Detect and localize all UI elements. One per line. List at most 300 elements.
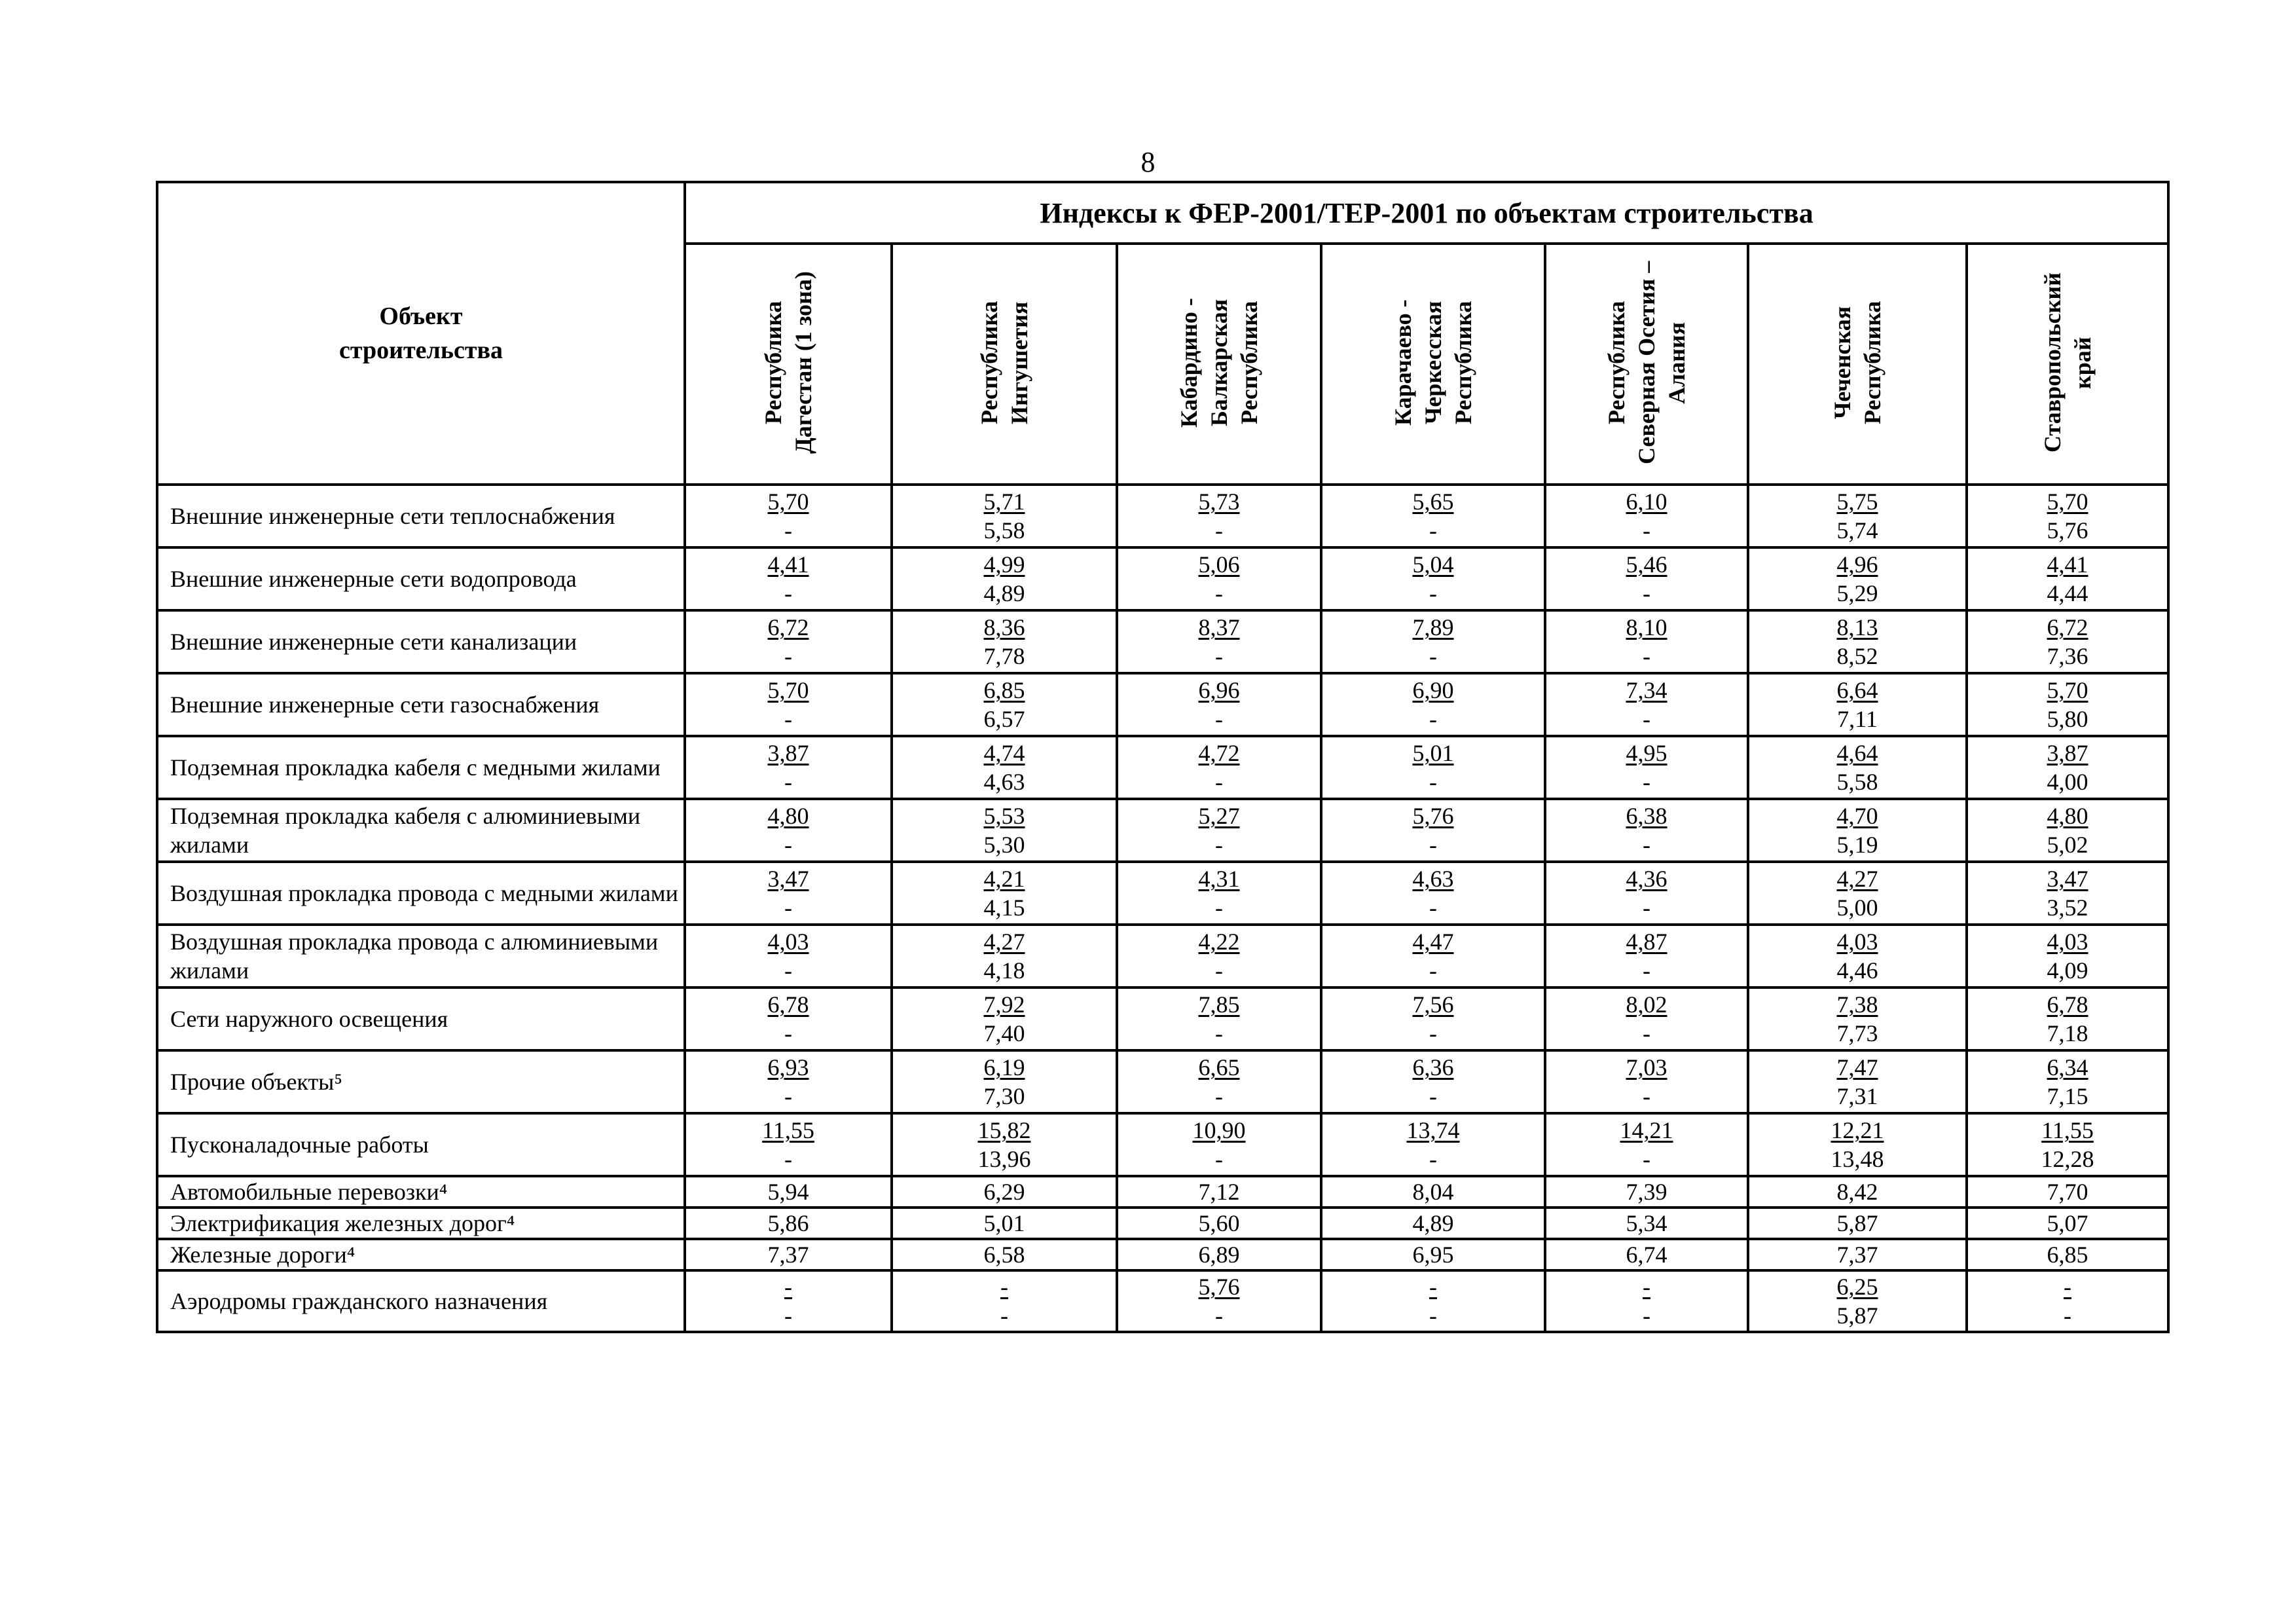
object-name-cell: Внешние инженерные сети газоснабжения [157, 673, 685, 736]
index-value-top: 6,78 [767, 991, 809, 1018]
object-name-cell: Автомобильные перевозки⁴ [157, 1176, 685, 1208]
index-cell [1321, 1050, 1545, 1113]
index-value-bottom: - [1429, 580, 1437, 606]
index-value-top: 7,85 [1198, 991, 1240, 1018]
table-row [157, 1050, 2168, 1113]
table-row [157, 673, 2168, 736]
index-value-bottom: 4,18 [983, 957, 1025, 984]
index-value-top: 3,47 [2047, 866, 2088, 892]
index-value-bottom: 7,31 [1836, 1083, 1878, 1109]
index-cell: 5,94 [685, 1176, 892, 1208]
index-value-top: 7,38 [1836, 991, 1878, 1018]
index-cell [1321, 485, 1545, 547]
index-value-bottom: - [1215, 832, 1223, 858]
table-row [157, 547, 2168, 610]
index-value-bottom: - [1643, 517, 1650, 544]
index-value-bottom: - [1215, 1146, 1223, 1172]
index-cell [1967, 736, 2168, 799]
index-cell [1117, 610, 1321, 673]
index-value-bottom: - [784, 1302, 792, 1329]
index-value-bottom: 4,15 [983, 895, 1025, 921]
index-value-top: 6,34 [2047, 1054, 2088, 1080]
index-value-top: 8,13 [1836, 614, 1878, 640]
index-value-bottom: 7,40 [983, 1020, 1025, 1046]
object-name-cell: Внешние инженерные сети канализации [157, 610, 685, 673]
index-value-bottom: - [1643, 1146, 1650, 1172]
index-cell: 7,39 [1545, 1176, 1748, 1208]
index-value-bottom: - [1000, 1302, 1008, 1329]
index-value-bottom: 5,00 [1836, 895, 1878, 921]
index-cell: 5,07 [1967, 1208, 2168, 1239]
index-value-top: 4,41 [2047, 551, 2088, 578]
index-cell: 7,70 [1967, 1176, 2168, 1208]
index-cell [1967, 987, 2168, 1050]
index-cell [685, 987, 892, 1050]
index-value-top: 6,72 [767, 614, 809, 640]
index-cell [685, 736, 892, 799]
index-value-bottom: 5,58 [1836, 769, 1878, 795]
index-cell [1321, 547, 1545, 610]
index-cell [1967, 547, 2168, 610]
index-value-top: 6,19 [983, 1054, 1025, 1080]
region-header-kabardino-balkaria [1117, 244, 1321, 485]
index-value-bottom: - [784, 1083, 792, 1109]
index-cell [1545, 485, 1748, 547]
index-value-top: 6,65 [1198, 1054, 1240, 1080]
index-cell [1545, 547, 1748, 610]
index-value-bottom: 5,80 [2047, 706, 2088, 732]
object-name-cell: Воздушная прокладка провода с алюминиевыми жилами [157, 925, 685, 987]
region-label: Республика Северная Осетия – Алания [1603, 261, 1690, 464]
index-cell [1545, 1270, 1748, 1332]
index-value-bottom: - [1215, 706, 1223, 732]
index-cell [1321, 673, 1545, 736]
index-cell [892, 673, 1117, 736]
index-value-bottom: 6,57 [983, 706, 1025, 732]
table-row [157, 862, 2168, 925]
index-value-top: 15,82 [977, 1117, 1031, 1143]
region-header-karachay-cherkessia [1321, 244, 1545, 485]
region-header-ingushetia [892, 244, 1117, 485]
index-value-bottom: - [1643, 769, 1650, 795]
index-value-top: 5,53 [983, 803, 1025, 829]
index-value-bottom: - [784, 706, 792, 732]
index-value-bottom: - [1643, 1083, 1650, 1109]
index-cell: 8,42 [1748, 1176, 1967, 1208]
index-value-top: 5,70 [2047, 489, 2088, 515]
index-value-top: 5,65 [1412, 489, 1454, 515]
table-title: Индексы к ФЕР-2001/ТЕР-2001 по объектам строительства [685, 182, 2168, 244]
index-cell [1117, 799, 1321, 862]
index-value-bottom: - [784, 580, 792, 606]
index-cell [1967, 1270, 2168, 1332]
index-cell [685, 1270, 892, 1332]
index-cell [1748, 547, 1967, 610]
table-row [157, 1113, 2168, 1176]
index-value-top: 6,25 [1836, 1274, 1878, 1300]
object-name-cell: Сети наружного освещения [157, 987, 685, 1050]
index-cell [685, 862, 892, 925]
region-header-stavropol [1967, 244, 2168, 485]
index-cell [1748, 1113, 1967, 1176]
index-value-top: 4,22 [1198, 929, 1240, 955]
index-value-top: 7,92 [983, 991, 1025, 1018]
index-cell [892, 1270, 1117, 1332]
index-value-bottom: 7,73 [1836, 1020, 1878, 1046]
index-value-bottom: 7,36 [2047, 643, 2088, 669]
index-value-top: 4,31 [1198, 866, 1240, 892]
region-label: Ставропольский край [2039, 272, 2096, 452]
index-cell [892, 987, 1117, 1050]
index-value-bottom: - [784, 643, 792, 669]
index-value-bottom: 5,30 [983, 832, 1025, 858]
index-cell [1967, 1113, 2168, 1176]
index-cell [1748, 862, 1967, 925]
index-cell [1748, 799, 1967, 862]
index-value-top: 7,34 [1626, 677, 1667, 703]
table-row [157, 736, 2168, 799]
index-cell [1545, 1113, 1748, 1176]
index-value-top: 8,10 [1626, 614, 1667, 640]
index-value-top: 4,74 [983, 740, 1025, 766]
index-value-bottom: - [784, 957, 792, 984]
index-value-bottom: 5,29 [1836, 580, 1878, 606]
index-value-top: 10,90 [1192, 1117, 1246, 1143]
region-label: Кабардино - Балкарская Республика [1176, 297, 1262, 428]
index-cell [1117, 485, 1321, 547]
index-value-bottom: - [1643, 580, 1650, 606]
index-value-bottom: 4,63 [983, 769, 1025, 795]
table-row [157, 485, 2168, 547]
object-column-label: Объект строительства [338, 303, 503, 364]
index-value-top: 4,27 [1836, 866, 1878, 892]
index-value-top: 3,87 [2047, 740, 2088, 766]
index-value-bottom: - [1215, 1302, 1223, 1329]
index-cell: 5,34 [1545, 1208, 1748, 1239]
object-name-cell: Железные дороги⁴ [157, 1239, 685, 1270]
index-value-bottom: - [1429, 895, 1437, 921]
index-value-top: - [1643, 1274, 1650, 1300]
table-row [157, 1176, 2168, 1208]
region-header-north-ossetia [1545, 244, 1748, 485]
object-name-cell: Прочие объекты⁵ [157, 1050, 685, 1113]
table-row [157, 799, 2168, 862]
index-cell [1117, 1113, 1321, 1176]
index-cell [1321, 862, 1545, 925]
index-cell [892, 862, 1117, 925]
index-value-top: 8,36 [983, 614, 1025, 640]
index-value-top: 4,36 [1626, 866, 1667, 892]
index-value-bottom: - [1429, 1146, 1437, 1172]
index-value-top: 4,03 [2047, 929, 2088, 955]
index-value-top: 6,90 [1412, 677, 1454, 703]
index-cell: 4,89 [1321, 1208, 1545, 1239]
index-cell [892, 799, 1117, 862]
table-row [157, 1208, 2168, 1239]
region-label: Карачаево - Черкесская Республика [1390, 299, 1476, 426]
index-value-bottom: 5,74 [1836, 517, 1878, 544]
index-value-top: - [784, 1274, 792, 1300]
index-value-bottom: - [1215, 517, 1223, 544]
index-value-top: 6,10 [1626, 489, 1667, 515]
index-cell [1748, 1270, 1967, 1332]
index-cell: 7,37 [685, 1239, 892, 1270]
index-cell [1321, 736, 1545, 799]
table-row [157, 1270, 2168, 1332]
index-cell: 5,86 [685, 1208, 892, 1239]
index-value-top: 4,70 [1836, 803, 1878, 829]
index-value-bottom: - [784, 769, 792, 795]
region-label: Чеченская Республика [1829, 301, 1886, 424]
index-value-top: 5,75 [1836, 489, 1878, 515]
index-value-bottom: 7,78 [983, 643, 1025, 669]
index-value-top: 3,87 [767, 740, 809, 766]
index-value-bottom: - [1215, 1020, 1223, 1046]
index-value-top: 4,64 [1836, 740, 1878, 766]
index-value-top: 4,96 [1836, 551, 1878, 578]
index-value-top: 7,89 [1412, 614, 1454, 640]
index-value-bottom: - [1643, 895, 1650, 921]
index-value-bottom: - [1429, 1083, 1437, 1109]
index-value-bottom: 7,18 [2047, 1020, 2088, 1046]
table-row [157, 610, 2168, 673]
index-cell [1545, 673, 1748, 736]
index-cell [685, 610, 892, 673]
index-cell: 5,01 [892, 1208, 1117, 1239]
index-value-top: 3,47 [767, 866, 809, 892]
index-cell [1117, 547, 1321, 610]
index-value-top: 8,02 [1626, 991, 1667, 1018]
index-value-bottom: - [1643, 957, 1650, 984]
index-cell [1748, 673, 1967, 736]
index-value-bottom: - [1429, 769, 1437, 795]
index-value-bottom: 13,48 [1831, 1146, 1884, 1172]
index-value-top: 4,99 [983, 551, 1025, 578]
index-value-bottom: - [784, 1020, 792, 1046]
index-cell [685, 547, 892, 610]
index-value-bottom: - [1429, 1302, 1437, 1329]
index-cell: 7,37 [1748, 1239, 1967, 1270]
index-value-top: 6,38 [1626, 803, 1667, 829]
index-cell: 6,58 [892, 1239, 1117, 1270]
index-value-top: 4,95 [1626, 740, 1667, 766]
index-value-bottom: - [784, 517, 792, 544]
index-value-bottom: - [784, 1146, 792, 1172]
index-value-top: 4,27 [983, 929, 1025, 955]
index-cell [1748, 1050, 1967, 1113]
index-cell [1545, 987, 1748, 1050]
table-row [157, 987, 2168, 1050]
index-cell: 6,95 [1321, 1239, 1545, 1270]
index-cell [1748, 736, 1967, 799]
index-cell [1967, 925, 2168, 987]
index-value-bottom: 3,52 [2047, 895, 2088, 921]
index-value-bottom: 7,11 [1837, 706, 1878, 732]
index-value-top: 14,21 [1620, 1117, 1673, 1143]
index-cell [1748, 925, 1967, 987]
region-header-dagestan [685, 244, 892, 485]
index-value-bottom: - [1215, 769, 1223, 795]
index-cell [1967, 610, 2168, 673]
index-value-top: 7,47 [1836, 1054, 1878, 1080]
index-cell [1545, 799, 1748, 862]
index-cell [1117, 1050, 1321, 1113]
index-value-top: 6,64 [1836, 677, 1878, 703]
index-value-top: 11,55 [762, 1117, 814, 1143]
index-cell [892, 925, 1117, 987]
index-value-bottom: - [1643, 832, 1650, 858]
region-label: Республика Ингушетия [976, 301, 1032, 424]
index-cell [892, 1113, 1117, 1176]
index-cell [1321, 799, 1545, 862]
index-cell [1117, 987, 1321, 1050]
index-cell [892, 485, 1117, 547]
index-value-top: 5,04 [1412, 551, 1454, 578]
index-value-bottom: - [1643, 643, 1650, 669]
index-value-bottom: 5,87 [1836, 1302, 1878, 1329]
index-value-bottom: 5,58 [983, 517, 1025, 544]
index-value-bottom: 4,89 [983, 580, 1025, 606]
index-value-top: 7,56 [1412, 991, 1454, 1018]
index-cell [1967, 862, 2168, 925]
index-cell [1117, 673, 1321, 736]
index-value-top: - [1429, 1274, 1437, 1300]
index-cell [1545, 736, 1748, 799]
index-value-bottom: - [1429, 832, 1437, 858]
index-value-bottom: 5,19 [1836, 832, 1878, 858]
index-cell [1321, 1113, 1545, 1176]
index-cell [1748, 987, 1967, 1050]
index-cell [685, 673, 892, 736]
index-value-top: 12,21 [1831, 1117, 1884, 1143]
index-value-bottom: - [1215, 957, 1223, 984]
index-value-top: 4,72 [1198, 740, 1240, 766]
index-cell [1321, 987, 1545, 1050]
index-value-bottom: - [784, 895, 792, 921]
index-cell [1545, 862, 1748, 925]
index-value-top: 13,74 [1406, 1117, 1460, 1143]
index-cell [1117, 862, 1321, 925]
index-value-top: 4,80 [767, 803, 809, 829]
index-value-bottom: - [1429, 957, 1437, 984]
index-value-bottom: - [784, 832, 792, 858]
object-column-header [157, 182, 685, 485]
index-value-bottom: - [1429, 1020, 1437, 1046]
index-cell [685, 485, 892, 547]
index-value-top: - [1000, 1274, 1008, 1300]
index-cell [685, 1050, 892, 1113]
index-value-top: 5,73 [1198, 489, 1240, 515]
index-value-top: 6,36 [1412, 1054, 1454, 1080]
index-value-bottom: 7,30 [983, 1083, 1025, 1109]
index-value-top: 4,03 [1836, 929, 1878, 955]
index-value-top: 5,70 [767, 489, 809, 515]
index-value-bottom: - [1643, 1020, 1650, 1046]
index-value-bottom: 13,96 [977, 1146, 1031, 1172]
index-cell [685, 1113, 892, 1176]
index-cell [1545, 610, 1748, 673]
index-value-top: 4,80 [2047, 803, 2088, 829]
object-name-cell: Аэродромы гражданского назначения [157, 1270, 685, 1332]
index-cell [1967, 673, 2168, 736]
index-value-bottom: 7,15 [2047, 1083, 2088, 1109]
index-cell [1967, 485, 2168, 547]
index-cell [1545, 1050, 1748, 1113]
index-value-top: 5,70 [767, 677, 809, 703]
region-label: Республика Дагестан (1 зона) [760, 271, 816, 454]
index-cell [892, 547, 1117, 610]
index-cell: 7,12 [1117, 1176, 1321, 1208]
index-value-top: 5,27 [1198, 803, 1240, 829]
index-value-top: 4,21 [983, 866, 1025, 892]
construction-index-table [156, 181, 2170, 1333]
index-cell [892, 736, 1117, 799]
index-value-top: 4,63 [1412, 866, 1454, 892]
index-value-top: 6,85 [983, 677, 1025, 703]
index-value-bottom: 4,00 [2047, 769, 2088, 795]
index-cell [1545, 925, 1748, 987]
index-value-bottom: - [2064, 1302, 2072, 1329]
index-cell: 6,89 [1117, 1239, 1321, 1270]
index-value-top: 5,70 [2047, 677, 2088, 703]
index-value-bottom: 5,76 [2047, 517, 2088, 544]
index-value-bottom: - [1429, 517, 1437, 544]
object-name-cell: Внешние инженерные сети теплоснабжения [157, 485, 685, 547]
index-value-bottom: 4,44 [2047, 580, 2088, 606]
index-value-top: 5,76 [1412, 803, 1454, 829]
index-cell: 5,60 [1117, 1208, 1321, 1239]
table-row [157, 925, 2168, 987]
index-value-bottom: - [1215, 643, 1223, 669]
index-value-top: 4,87 [1626, 929, 1667, 955]
index-value-bottom: 12,28 [2041, 1146, 2094, 1172]
index-value-top: 8,37 [1198, 614, 1240, 640]
table-row [157, 1239, 2168, 1270]
index-value-top: 5,01 [1412, 740, 1454, 766]
index-value-bottom: 8,52 [1836, 643, 1878, 669]
object-name-cell: Воздушная прокладка провода с медными жилами [157, 862, 685, 925]
index-cell [1967, 1050, 2168, 1113]
index-cell: 8,04 [1321, 1176, 1545, 1208]
index-cell [892, 1050, 1117, 1113]
page-number: 8 [1140, 146, 1156, 178]
index-value-bottom: - [1429, 706, 1437, 732]
index-value-top: 6,96 [1198, 677, 1240, 703]
index-value-bottom: - [1215, 895, 1223, 921]
index-cell: 5,87 [1748, 1208, 1967, 1239]
index-cell [1321, 610, 1545, 673]
object-name-cell: Пусконаладочные работы [157, 1113, 685, 1176]
object-name-cell: Подземная прокладка кабеля с медными жилами [157, 736, 685, 799]
index-cell [892, 610, 1117, 673]
index-value-bottom: 4,46 [1836, 957, 1878, 984]
index-cell [1321, 1270, 1545, 1332]
index-value-bottom: - [1215, 580, 1223, 606]
index-value-top: 4,03 [767, 929, 809, 955]
region-header-chechnya [1748, 244, 1967, 485]
index-cell [685, 799, 892, 862]
index-value-top: 5,46 [1626, 551, 1667, 578]
index-value-top: 11,55 [2041, 1117, 2094, 1143]
index-value-top: 6,72 [2047, 614, 2088, 640]
index-cell [1117, 736, 1321, 799]
index-cell [1967, 799, 2168, 862]
index-value-top: - [2064, 1274, 2072, 1300]
index-cell [1117, 1270, 1321, 1332]
index-cell: 6,29 [892, 1176, 1117, 1208]
index-value-top: 6,78 [2047, 991, 2088, 1018]
index-value-top: 5,06 [1198, 551, 1240, 578]
